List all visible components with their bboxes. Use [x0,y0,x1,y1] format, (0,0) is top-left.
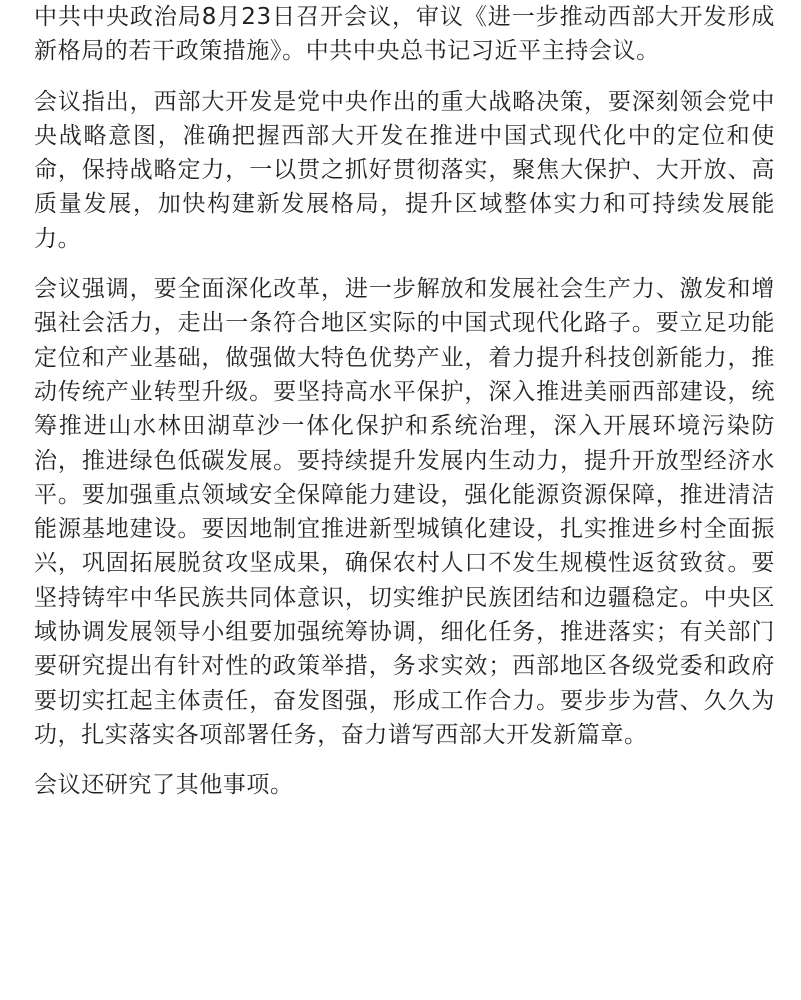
paragraph-other-matters: 会议还研究了其他事项。 [34,772,294,799]
paragraph-meeting-emphasis: 会议强调，要全面深化改革，进一步解放和发展社会生产力、激发和增强社会活力，走出一条符合地区实际的中国式现代化路子。要立足功能定位和产业基础，做强做大特色优势产业，着力提升科技创新能力，推动传统产业转型升级。要坚持高水平保护，深入推进美丽西部建设，统筹推进山水林田湖草沙一体化保护和系统治理，深入开展环境污染防治，推进绿色低碳发展。要持续提升发展内生动力，提升开放型经济水平。要加强重点领域安全保障能力建设，强化能源资源保障，推进清洁能源基地建设。要因地制宜推进新型城镇化建设，扎实推进乡村全面振兴，巩固拓展脱贫攻坚成果，确保农村人口不发生规模性返贫致贫。要坚持铸牢中华民族共同体意识，切实维护民族团结和边疆稳定。中央区域协调发展领导小组要加强统筹协调，细化任务，推进落实；有关部门要研究提出有针对性的政策举措，务求实效；西部地区各级党委和政府要切实扛起主体责任，奋发图强，形成工作合力。要步步为营、久久为功，扎实落实各项部署任务，奋力谱写西部大开发新篇章。 [34,276,775,748]
paragraph-meeting-intro: 中共中央政治局8月23日召开会议，审议《进一步推动西部大开发形成新格局的若干政策措施》。中共中央总书记习近平主持会议。 [34,4,775,65]
paragraph-meeting-points: 会议指出，西部大开发是党中央作出的重大战略决策，要深刻领会党中央战略意图，准确把握西部大开发在推进中国式现代化中的定位和使命，保持战略定力，一以贯之抓好贯彻落实，聚焦大保护、大开放、高质量发展，加快构建新发展格局，提升区域整体实力和可持续发展能力。 [34,88,775,252]
